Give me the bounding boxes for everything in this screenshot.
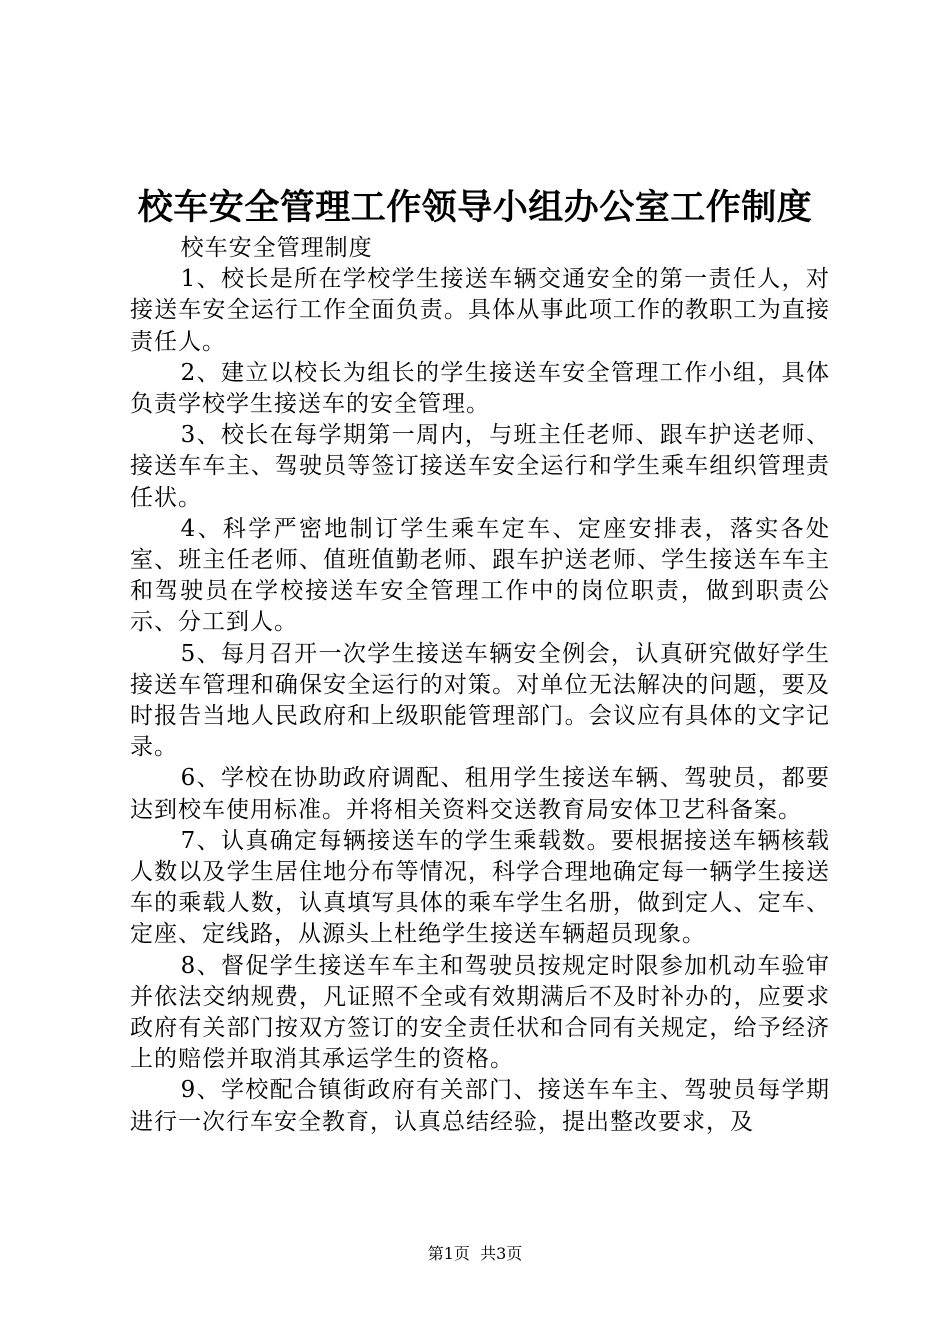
document-title: 校车安全管理工作领导小组办公室工作制度	[137, 187, 813, 228]
page-footer	[0, 1243, 950, 1265]
paragraph-6: 6、学校在协助政府调配、租用学生接送车辆、驾驶员，都要达到校车使用标准。并将相关资料交送教育局安体卫艺科备案。	[130, 765, 830, 823]
paragraph-1: 1、校长是所在学校学生接送车辆交通安全的第一责任人，对接送车安全运行工作全面负责。具体从事此项工作的教职工为直接责任人。	[130, 266, 830, 355]
paragraph-7: 7、认真确定每辆接送车的学生乘载数。要根据接送车辆核载人数以及学生居住地分布等情况，科学合理地确定每一辆学生接送车的乘载人数，认真填写具体的乘车学生名册，做到定人、定车、定座、定线路，从源头上杜绝学生接送车辆超员现象。	[130, 827, 830, 948]
paragraph-5: 5、每月召开一次学生接送车辆安全例会，认真研究做好学生接送车管理和确保安全运行的对策。对单位无法解决的问题，要及时报告当地人民政府和上级职能管理部门。会议应有具体的文字记录。	[130, 640, 830, 761]
paragraph-8: 8、督促学生接送车车主和驾驶员按规定时限参加机动车验审并依法交纳规费，凡证照不全或有效期满后不及时补办的，应要求政府有关部门按双方签订的安全责任状和合同有关规定，给予经济上的赔偿并取消其承运学生的资格。	[130, 952, 830, 1073]
paragraph-9: 9、学校配合镇街政府有关部门、接送车车主、驾驶员每学期进行一次行车安全教育，认真总结经验，提出整改要求，及	[130, 1077, 830, 1135]
document-body	[130, 233, 830, 1138]
page-number: 第1页 共3页	[427, 1244, 523, 1263]
paragraph-3: 3、校长在每学期第一周内，与班主任老师、跟车护送老师、接送车车主、驾驶员等签订接送车安全运行和学生乘车组织管理责任状。	[130, 422, 830, 511]
section-heading: 校车安全管理制度	[180, 235, 373, 261]
paragraph-4: 4、科学严密地制订学生乘车定车、定座安排表，落实各处室、班主任老师、值班值勤老师、跟车护送老师、学生接送车车主和驾驶员在学校接送车安全管理工作中的岗位职责，做到职责公示、分工到人。	[130, 515, 830, 636]
paragraph-2: 2、建立以校长为组长的学生接送车安全管理工作小组，具体负责学校学生接送车的安全管理。	[130, 359, 830, 418]
